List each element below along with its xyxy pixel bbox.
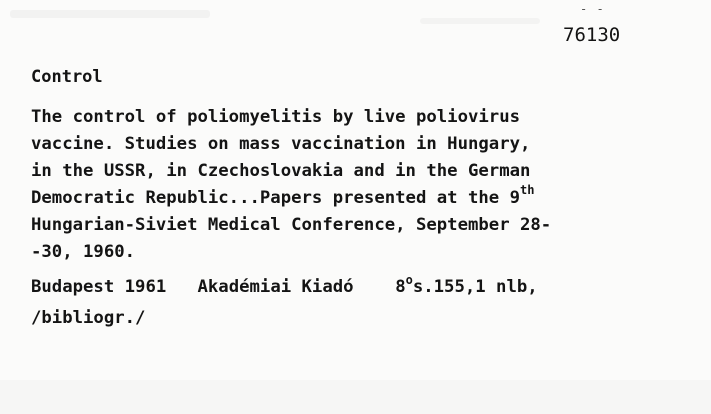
imprint-publisher: Akadémiai Kiadó	[197, 277, 354, 297]
title-description	[31, 104, 551, 266]
scan-shadow	[0, 380, 711, 414]
imprint-pages: s.155,1 nlb,	[412, 277, 538, 297]
imprint-block	[31, 272, 538, 334]
description-line: Democratic Republic...Papers presented at the 9	[31, 188, 520, 208]
corner-mark: - -	[580, 2, 605, 16]
description-line: vaccine. Studies on mass vaccination in Hungary,	[31, 134, 531, 154]
imprint-note: /bibliogr./	[31, 308, 146, 328]
description-line: -30, 1960.	[31, 242, 136, 262]
description-line: Hungarian-Siviet Medical Conference, September 28-	[31, 215, 552, 235]
description-line: in the USSR, in Czechoslovakia and in the German	[31, 161, 531, 181]
imprint-place-year: Budapest 1961	[31, 277, 167, 297]
scan-smudge	[10, 10, 210, 18]
catalog-number: 76130	[563, 24, 621, 46]
subject-heading: Control	[31, 67, 103, 87]
description-line: The control of poliomyelitis by live poliovirus	[31, 107, 520, 127]
scan-smudge	[420, 18, 540, 24]
imprint-format: 8	[395, 277, 406, 297]
imprint-format-degree: o	[405, 273, 413, 287]
ordinal-suffix: th	[520, 183, 535, 197]
